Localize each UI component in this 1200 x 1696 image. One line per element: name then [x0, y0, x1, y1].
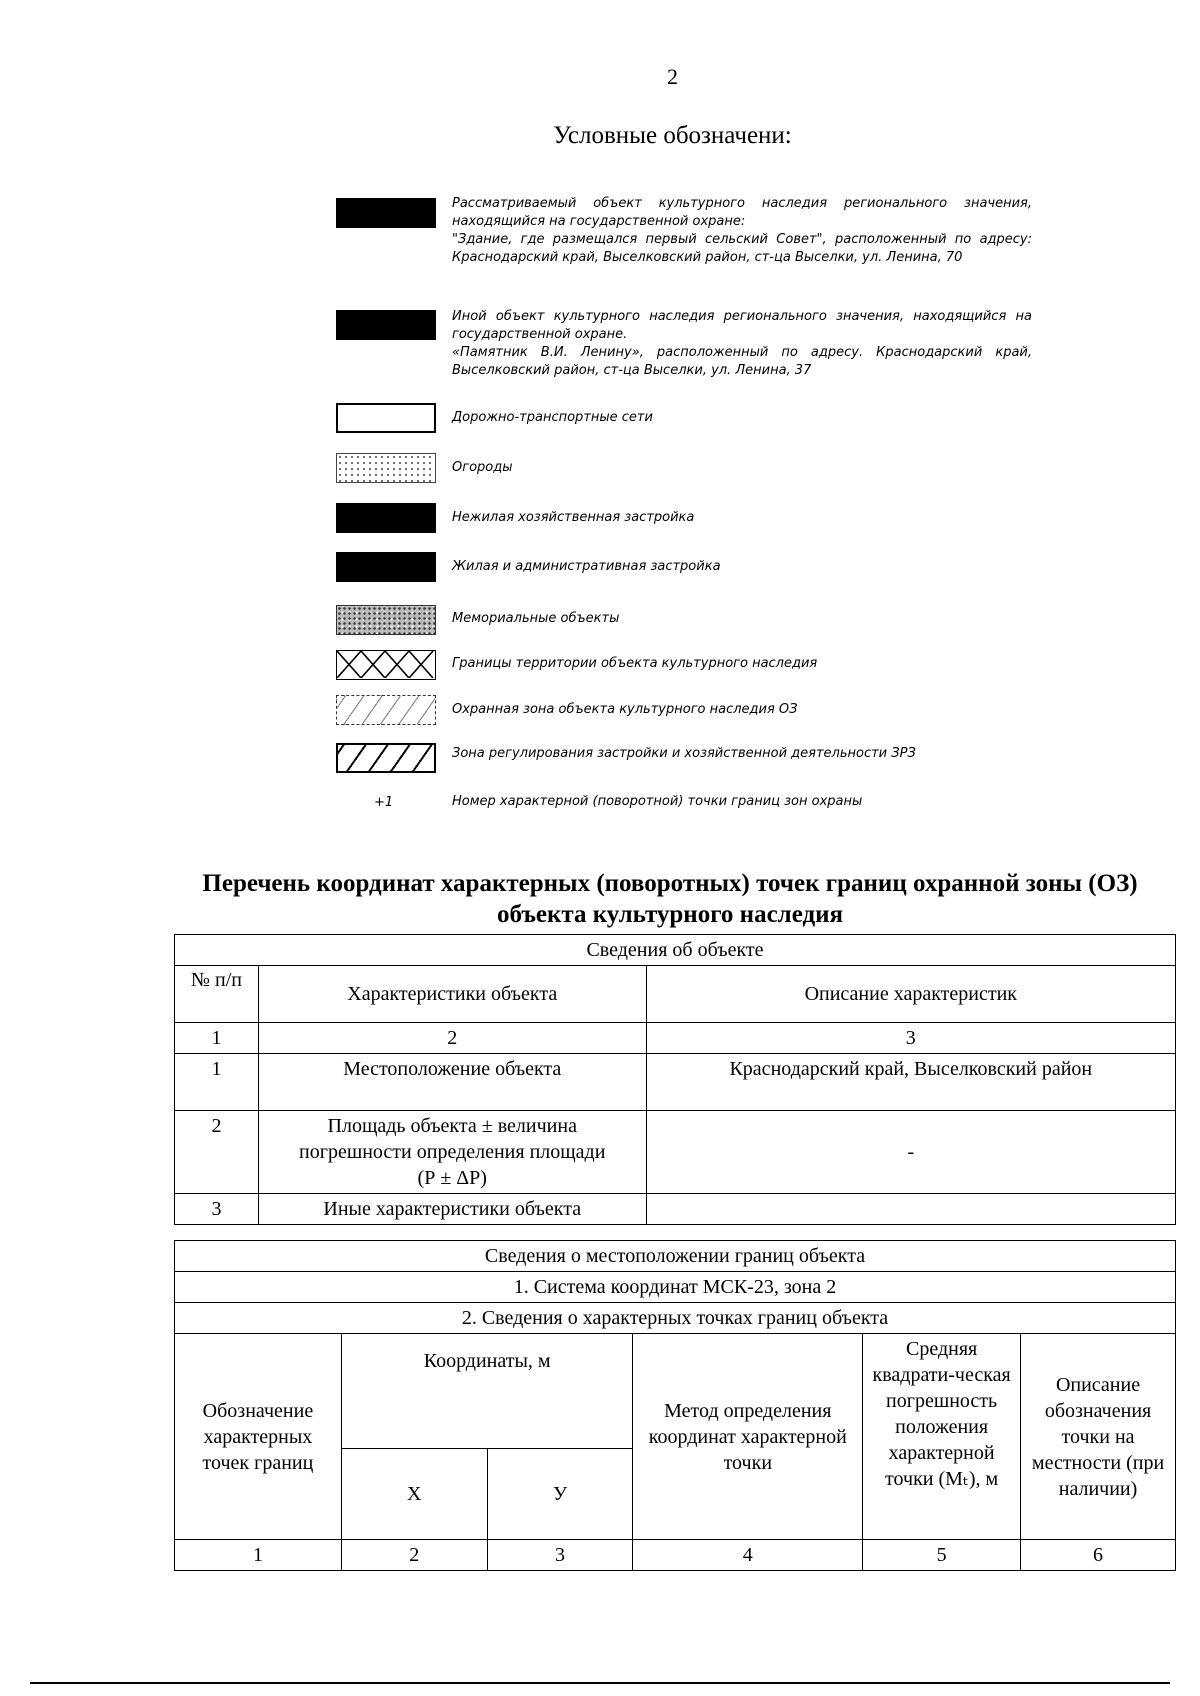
blank-swatch-icon [336, 403, 436, 433]
column-header: Координаты, м [341, 1334, 633, 1449]
column-header: Характеристики объекта [258, 966, 646, 1023]
column-header: № п/п [175, 966, 259, 1023]
row-value: Краснодарский край, Выселковский район [646, 1054, 1175, 1111]
column-number: 3 [487, 1540, 633, 1571]
column-number: 1 [175, 1023, 259, 1054]
row-name: Местоположение объекта [258, 1054, 646, 1111]
point-number-mark: +1 [374, 795, 394, 810]
memorial-pattern-swatch-icon [336, 605, 436, 635]
row-number: 1 [175, 1054, 259, 1111]
points-section-header: 2. Сведения о характерных точках границ объекта [175, 1303, 1176, 1334]
column-number: 2 [258, 1023, 646, 1054]
column-number: 5 [863, 1540, 1021, 1571]
coordinate-system-header: 1. Система координат МСК-23, зона 2 [175, 1272, 1176, 1303]
list-title: Перечень координат характерных (поворотных) точек границ охранной зоны (ОЗ) объекта культурного наследия [202, 870, 1138, 928]
legend-item-label: Границы территории объекта культурного наследия [452, 656, 818, 671]
legend-title: Условные обозначени: [553, 122, 792, 149]
column-header: Метод определения координат характерной точки [633, 1334, 863, 1540]
column-header: Х [341, 1449, 487, 1540]
legend-item-label: Нежилая хозяйственная застройка [452, 510, 695, 525]
table-section-header: Сведения об объекте [175, 935, 1176, 966]
legend-item-label: Зона регулирования застройки и хозяйственной деятельности ЗРЗ [452, 746, 916, 761]
legend-item-label: Дорожно-транспортные сети [452, 410, 653, 425]
legend-item-label: Рассматриваемый объект культурного наследия регионального значения, находящийся на государственной охране: "Здание, где размещался первый сельский Совет", расположенный по адресу: Краснодарский край, Выселковский район, ст-ца Выселки, ул. Ленина, 70 [452, 196, 1032, 265]
row-value [646, 1194, 1175, 1225]
legend-item-label: Огороды [452, 460, 513, 475]
object-info-table [174, 934, 1176, 1225]
page-bottom-rule [30, 1682, 1170, 1684]
column-number: 4 [633, 1540, 863, 1571]
dotted-swatch-icon [336, 453, 436, 483]
column-number: 6 [1021, 1540, 1176, 1571]
cross-hatch-swatch-icon [336, 650, 436, 680]
column-number: 1 [175, 1540, 342, 1571]
solid-black-swatch-icon [336, 552, 436, 582]
column-header: Обозначение характерных точек границ [175, 1334, 342, 1540]
table-row [175, 1194, 1176, 1225]
boundary-points-table [174, 1240, 1176, 1571]
column-header: У [487, 1449, 633, 1540]
solid-black-swatch-icon [336, 198, 436, 228]
solid-black-swatch-icon [336, 310, 436, 340]
solid-black-swatch-icon [336, 503, 436, 533]
column-header: Средняя квадрати-ческая погрешность положения характерной точки (Мₜ), м [863, 1334, 1021, 1540]
legend-item-label: Мемориальные объекты [452, 611, 620, 626]
column-number: 2 [341, 1540, 487, 1571]
dashed-hatch-swatch-icon [336, 695, 436, 725]
legend-item-label: Охранная зона объекта культурного наследия ОЗ [452, 702, 798, 717]
table-row [175, 1111, 1176, 1194]
column-header: Описание обозначения точки на местности (при наличии) [1021, 1334, 1176, 1540]
row-name: Площадь объекта ± величина погрешности определения площади (Р ± ΔР) [258, 1111, 646, 1194]
page-number: 2 [667, 64, 678, 89]
row-name: Иные характеристики объекта [258, 1194, 646, 1225]
table-section-header: Сведения о местоположении границ объекта [175, 1241, 1176, 1272]
row-number: 2 [175, 1111, 259, 1194]
legend-item-label: Номер характерной (поворотной) точки границ зон охраны [452, 794, 863, 809]
legend-item-label: Жилая и административная застройка [452, 559, 721, 574]
table-row [175, 1054, 1176, 1111]
column-number: 3 [646, 1023, 1175, 1054]
legend-item-label: Иной объект культурного наследия регионального значения, находящийся на государственной охране. «Памятник В.И. Ленину», расположенный по адресу. Краснодарский край, Выселковский район, ст-ца Выселки, ул. Ленина, 37 [452, 309, 1032, 378]
row-number: 3 [175, 1194, 259, 1225]
row-value: - [646, 1111, 1175, 1194]
diagonal-hatch-swatch-icon [336, 743, 436, 773]
column-header: Описание характеристик [646, 966, 1175, 1023]
